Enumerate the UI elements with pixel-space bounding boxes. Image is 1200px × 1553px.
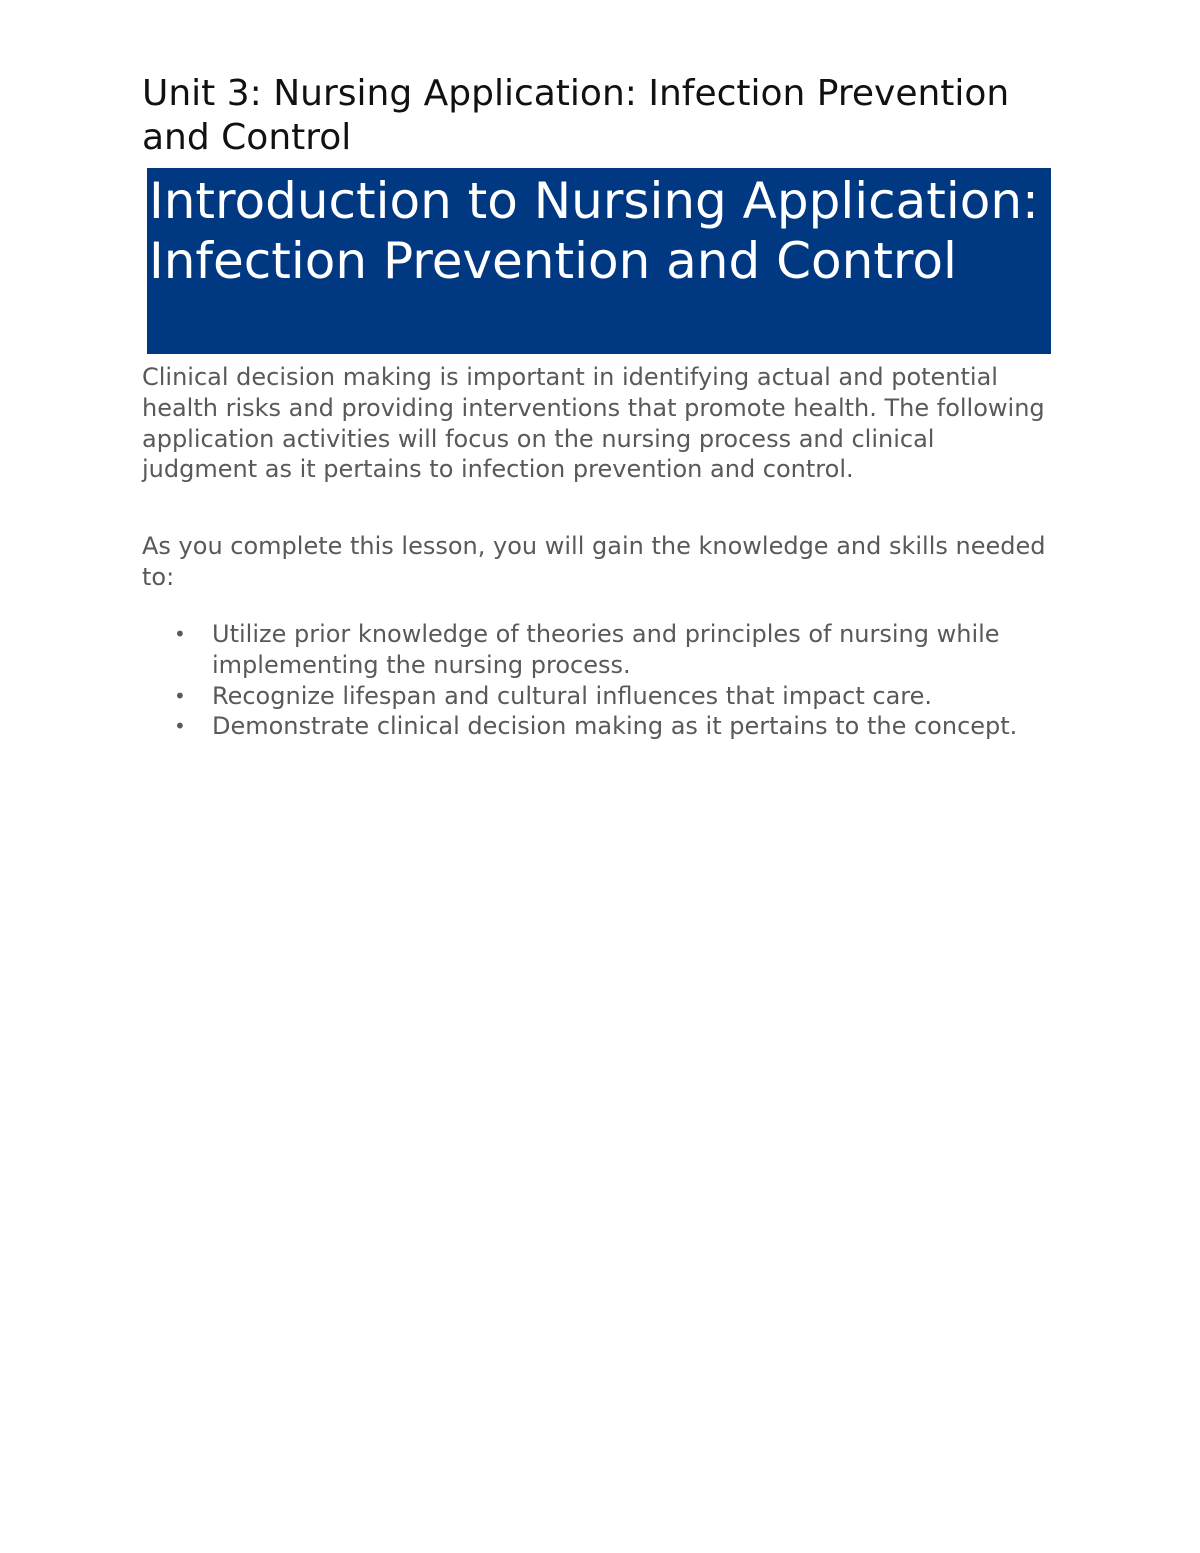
bullet-icon: •: [174, 683, 186, 708]
objectives-list: [142, 619, 1052, 742]
unit-title: Unit 3: Nursing Application: Infection Prevention and Control: [142, 73, 1010, 158]
bullet-icon: •: [174, 714, 186, 739]
intro-heading: Introduction to Nursing Application: Infection Prevention and Control: [149, 172, 1039, 290]
intro-paragraph: Clinical decision making is important in identifying actual and potential health risks and providing interventions that promote health. The following application activities will focus on the nursing process and clinical judgment as it pertains to infection prevention and control.: [142, 363, 1045, 484]
objective-item: [142, 619, 1052, 681]
objective-item: [142, 711, 1052, 742]
lesson-goals-paragraph: As you complete this lesson, you will gain the knowledge and skills needed to:: [142, 532, 1046, 591]
bullet-icon: •: [174, 622, 186, 646]
objective-text: Recognize lifespan and cultural influences that impact care.: [212, 681, 933, 710]
objective-item: [142, 681, 1052, 712]
objective-text: Utilize prior knowledge of theories and principles of nursing while implementing the nursing process.: [212, 620, 1000, 679]
objective-text: Demonstrate clinical decision making as it pertains to the concept.: [212, 712, 1018, 741]
intro-banner: [147, 168, 1051, 354]
